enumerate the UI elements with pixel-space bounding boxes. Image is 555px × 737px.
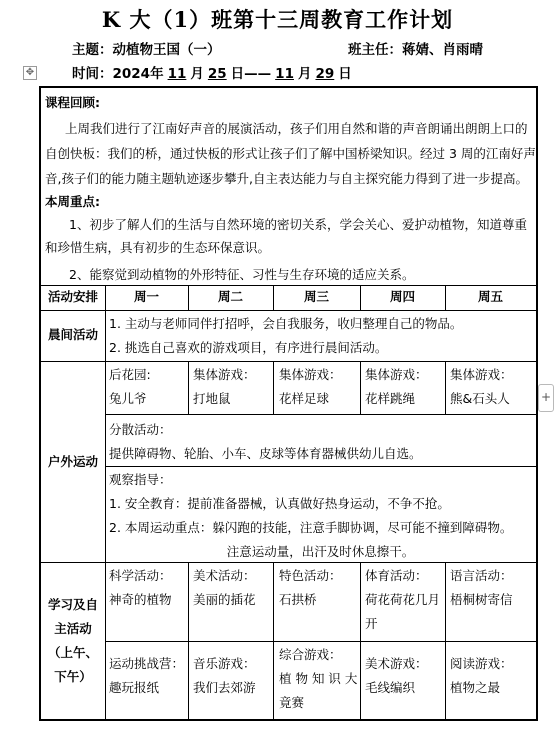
learn-r1-tue-type: 美术活动：: [193, 568, 256, 583]
review-line-2: 自创快板：我们的桥，通过快板的形式让孩子们了解中国桥梁知识。经过 3 周的江南好声: [45, 146, 536, 161]
learn-r2-wed-type: 综合游戏：: [279, 647, 342, 662]
outdoor-fri-type: 集体游戏：: [450, 367, 513, 382]
learn-r2-tue-type: 音乐游戏：: [193, 656, 256, 671]
learn-r1-wed-name: 石拱桥: [279, 592, 317, 607]
learn-r1-wed-type: 特色活动：: [279, 568, 342, 583]
outdoor-label: 户外运动: [47, 454, 98, 469]
scattered-text: 提供障碍物、轮胎、小车、皮球等体育器械供幼儿自选。: [109, 446, 422, 461]
learn-r1-fri-type: 语言活动：: [450, 568, 513, 583]
date-text-2: 日——: [230, 66, 272, 82]
guidance-line-3: 注意运动量，出汗及时休息擦干。: [226, 544, 415, 559]
outdoor-tue-name: 打地鼠: [193, 391, 231, 406]
date-text-1: 月: [190, 66, 204, 82]
date-line: [72, 62, 352, 82]
outdoor-thu-name: 花样跳绳: [365, 391, 416, 406]
learn-r2-tue-name: 我们去郊游: [193, 680, 256, 695]
guidance-title: 观察指导：: [109, 472, 172, 487]
date-month-2: 11: [275, 66, 294, 82]
review-line-1: 上周我们进行了江南好声音的展演活动，孩子们用自然和谐的声音朗诵出朗朗上口的: [65, 121, 528, 136]
learn-r1-mon-name: 神奇的植物: [109, 592, 172, 607]
morning-line-1: 1. 主动与老师同伴打招呼，会自我服务，收归整理自己的物品。: [109, 316, 463, 331]
outdoor-tue-type: 集体游戏：: [193, 367, 256, 382]
learn-r1-thu-type: 体育活动：: [365, 568, 428, 583]
morning-line-2: 2. 挑选自己喜欢的游戏项目，有序进行晨间活动。: [109, 340, 388, 355]
learning-label-3: （上午、: [47, 645, 98, 660]
date-text-3: 月: [297, 66, 312, 82]
focus-heading: 本周重点:: [45, 194, 100, 209]
learn-r1-fri-name: 梧桐树寄信: [450, 592, 513, 607]
theme-label: 主题：动植物王国（一）: [72, 42, 221, 58]
date-prefix: 时间：2024年: [72, 66, 164, 82]
learning-label-2: 主活动: [54, 621, 92, 636]
date-day-1: 25: [207, 66, 227, 82]
learn-r2-mon-name: 趣玩报纸: [109, 680, 160, 695]
learn-r2-wed-name: 植 物 知 识 大: [279, 671, 358, 686]
header-wednesday: 周三: [303, 289, 329, 304]
document-title: K 大（1）班第十三周教育工作计划: [101, 7, 454, 32]
learn-r1-thu-name: 荷花荷花几月: [365, 592, 441, 607]
focus-line-2: 和珍惜生病，具有初步的生态环保意识。: [45, 240, 271, 255]
focus-line-3: 2、能察觉到动植物的外形特征、习性与生存环境的适应关系。: [69, 267, 415, 282]
guidance-line-1: 1. 安全教育：提前准备器械，认真做好热身运动，不争不抢。: [109, 496, 450, 511]
learn-r1-mon-type: 科学活动：: [109, 568, 172, 583]
learn-r1-tue-name: 美丽的插花: [193, 592, 256, 607]
outdoor-fri-name: 熊&石头人: [450, 391, 510, 406]
learn-r2-mon-type: 运动挑战营：: [109, 656, 185, 671]
learn-r2-wed-name-cont: 竟赛: [279, 695, 305, 710]
teacher-label: 班主任：蒋婧、肖雨晴: [348, 42, 483, 58]
scattered-title: 分散活动：: [109, 422, 172, 437]
date-text-4: 日: [338, 66, 352, 82]
outdoor-thu-type: 集体游戏：: [365, 367, 428, 382]
header-monday: 周一: [133, 289, 159, 304]
table-move-handle-icon[interactable]: ✥: [23, 66, 37, 80]
learning-label-4: 下午）: [54, 669, 92, 684]
learn-r2-thu-type: 美术游戏：: [365, 656, 428, 671]
focus-line-1: 1、初步了解人们的生活与自然环境的密切关系，学会关心、爱护动植物，知道尊重: [69, 217, 527, 232]
date-month-1: 11: [167, 66, 187, 82]
plan-table: [39, 86, 538, 721]
header-thursday: 周四: [389, 289, 415, 304]
review-line-3: 音,孩子们的能力随主题轨迹逐步攀升,自主表达能力与自主探究能力得到了进一步提高。: [45, 171, 528, 186]
outdoor-mon-name: 兔儿爷: [109, 391, 147, 406]
header-activity: 活动安排: [47, 289, 98, 304]
learn-r2-thu-name: 毛线编织: [365, 680, 416, 695]
guidance-line-2: 2. 本周运动重点：躲闪跑的技能，注意手脚协调，尽可能不撞到障碍物。: [109, 520, 513, 535]
date-day-2: 29: [315, 66, 335, 82]
header-tuesday: 周二: [217, 289, 243, 304]
outdoor-wed-name: 花样足球: [279, 391, 330, 406]
learn-r2-fri-name: 植物之最: [450, 680, 501, 695]
learn-r1-thu-name-cont: 开: [365, 616, 378, 631]
outdoor-wed-type: 集体游戏：: [279, 367, 342, 382]
add-column-button[interactable]: +: [538, 384, 554, 412]
morning-label: 晨间活动: [47, 327, 98, 342]
learning-label-1: 学习及自: [47, 597, 98, 612]
outdoor-mon-type: 后花园:: [109, 367, 151, 382]
learn-r2-fri-type: 阅读游戏：: [450, 656, 513, 671]
review-heading: 课程回顾:: [45, 95, 100, 110]
header-friday: 周五: [477, 289, 503, 304]
